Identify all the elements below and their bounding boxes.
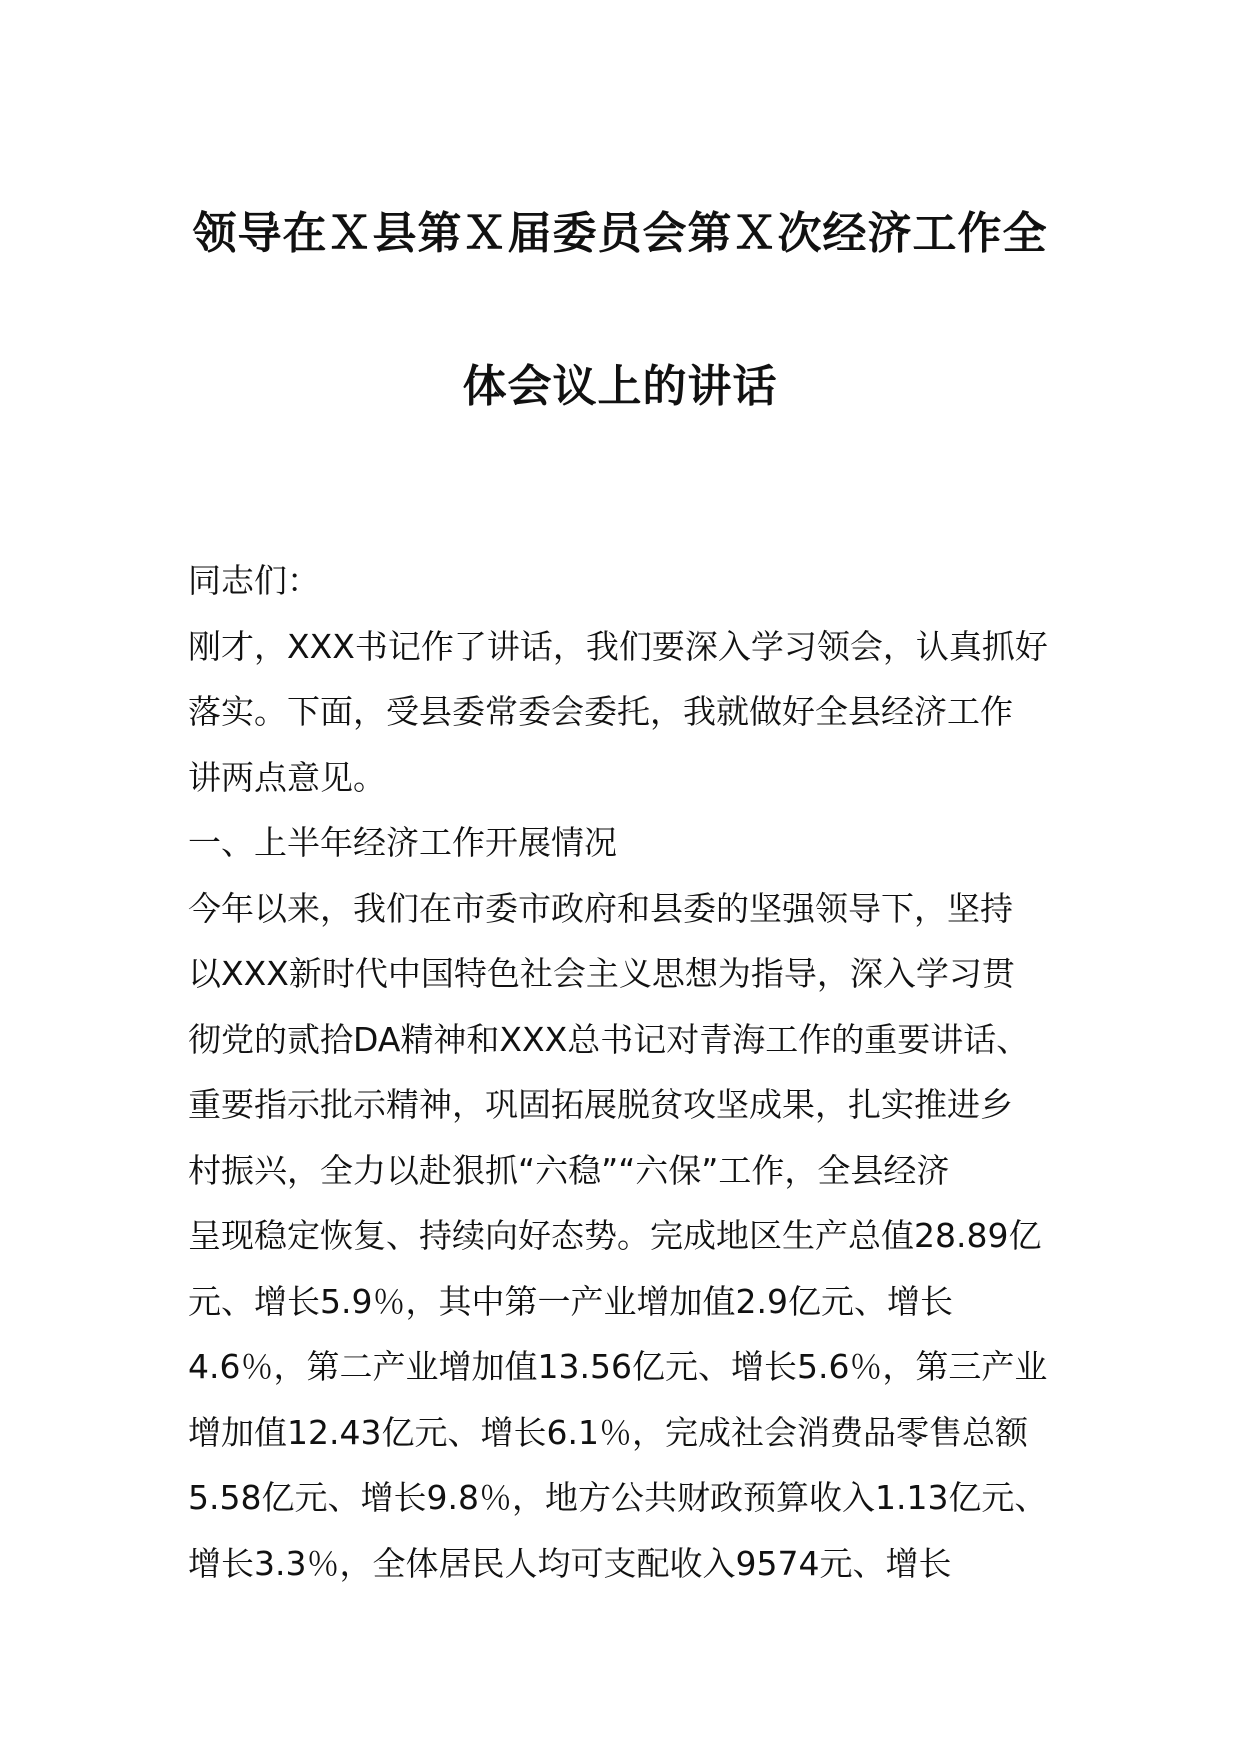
body-line: 讲两点意见。: [188, 757, 386, 797]
document-title-line-2: 体会议上的讲话: [462, 361, 778, 412]
body-line: 村振兴，全力以赴狠抓“六稳”“六保”工作，全县经济: [188, 1150, 950, 1190]
body-line: 彻党的贰拾DA精神和XXX总书记对青海工作的重要讲话、: [188, 1019, 1030, 1059]
body-line: 落实。下面，受县委常委会委托，我就做好全县经济工作: [188, 692, 1013, 731]
body-line: 今年以来，我们在市委市政府和县委的坚强领导下，坚持: [188, 888, 1013, 928]
body-line: 重要指示批示精神，巩固拓展脱贫攻坚成果，扎实推进乡: [188, 1085, 1013, 1124]
salutation: 同志们：: [188, 561, 320, 600]
body-line: 以XXX新时代中国特色社会主义思想为指导，深入学习贯: [188, 954, 1015, 993]
body-line: 刚才，XXX书记作了讲话，我们要深入学习领会，认真抓好: [188, 626, 1048, 666]
body-line: 呈现稳定恢复、持续向好态势。完成地区生产总值28.89亿: [188, 1216, 1042, 1255]
body-line: 增加值12.43亿元、增长6.1％，完成社会消费品零售总额: [188, 1412, 1028, 1452]
body-line: 5.58亿元、增长9.8％，地方公共财政预算收入1.13亿元、: [188, 1478, 1048, 1517]
section-heading: 一、上半年经济工作开展情况: [188, 823, 617, 862]
body-line: 元、增长5.9％，其中第一产业增加值2.9亿元、增长: [188, 1281, 953, 1321]
document-title-line-1: 领导在Ｘ县第Ｘ届委员会第Ｘ次经济工作全: [192, 208, 1048, 259]
body-line: 4.6％，第二产业增加值13.56亿元、增长5.6％，第三产业: [188, 1347, 1048, 1386]
document-body: [188, 548, 1054, 1596]
body-line: 增长3.3％，全体居民人均可支配收入9574元、增长: [188, 1543, 952, 1583]
